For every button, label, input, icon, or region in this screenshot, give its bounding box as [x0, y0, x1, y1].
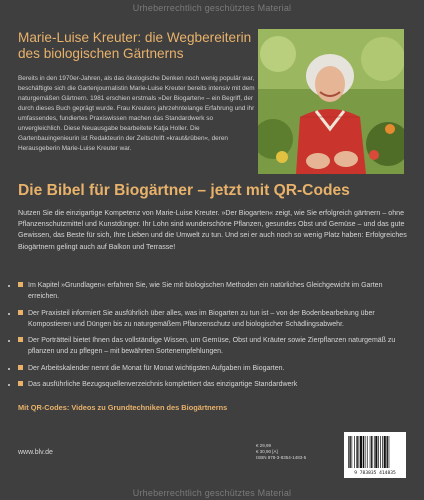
- bullet-square-icon: [18, 337, 23, 342]
- bullet-list: [18, 280, 411, 395]
- watermark-bottom: Urheberrechtlich geschütztes Material: [132, 488, 292, 498]
- list-item-text: Der Praxisteil informiert Sie ausführlich über alles, was im Biogarten zu tun ist – von der Bodenbearbeitung über Kompostieren und Düngen bis zu naturgemäßem Pflanzenschutz und biologischer Schädlingsabwehr.: [28, 309, 375, 328]
- price-de: € 29,99: [256, 443, 272, 448]
- list-item: [18, 335, 411, 358]
- bullet-square-icon: [18, 282, 23, 287]
- price-at: € 30,90 [A]: [256, 449, 278, 454]
- list-item: [18, 363, 411, 374]
- author-photo: [258, 29, 404, 174]
- barcode: [344, 432, 406, 478]
- author-intro-text: Bereits in den 1970er-Jahren, als das ökologische Denken noch wenig populär war, beschäftigte sich die Gartenjournalistin Marie-Luise Kreuter bereits intensiv mit dem naturgemäßen Gärtnern. 1981 erschien erstmals »Der Biogarten« – ein Begriff, der durch dieses Buch geprägt wurde. Frau Kreuters jahrzehntelange Erfahrung und ihr umfassendes, fundiertes Praxiswissen machen das Standardwerk so unvergleichlich. Diese Neuausgabe bearbeitete Katja Holler. Die Gartenbauingenieurin ist Redakteurin der Zeitschrift »kraut&rüben«, deren Herausgeberin Marie-Luise Kreuter war.: [18, 75, 255, 152]
- list-item: [18, 308, 411, 331]
- list-item-text: Im Kapitel »Grundlagen« erfahren Sie, wie Sie mit biologischen Methoden ein natürliches Gleichgewicht im Garten erreichen.: [28, 282, 383, 301]
- isbn-label: ISBN 978-3-8354-1483-5: [256, 455, 307, 460]
- barcode-icon: [344, 432, 406, 470]
- author-intro: [18, 30, 256, 154]
- bullet-square-icon: [18, 381, 23, 386]
- portrait-photo-icon: [258, 29, 404, 174]
- bullet-square-icon: [18, 310, 23, 315]
- publisher-url[interactable]: www.blv.de: [18, 449, 53, 456]
- list-item: [18, 379, 411, 390]
- barcode-number: 9 783835 414835: [354, 471, 396, 476]
- list-item-text: Der Porträtteil bietet Ihnen das vollständige Wissen, um Gemüse, Obst und Kräuter sowie Zierpflanzen naturgemäß zu pflanzen und zu pflegen – mit bewährten Sortenempfehlungen.: [28, 337, 396, 356]
- bullet-square-icon: [18, 365, 23, 370]
- list-item: [18, 280, 411, 303]
- watermark-top: Urheberrechtlich geschütztes Material: [132, 3, 292, 13]
- qr-code-note: Mit QR-Codes: Videos zu Grundtechniken des Biogärtnerns: [18, 403, 228, 412]
- list-item-text: Der Arbeitskalender nennt die Monat für Monat wichtigsten Aufgaben im Biogarten.: [28, 364, 285, 372]
- price-info: [256, 443, 306, 461]
- list-item-text: Das ausführliche Bezugsquellenverzeichnis komplettiert das einzigartige Standardwerk: [28, 381, 298, 389]
- author-headline: Marie-Luise Kreuter: die Wegbereiterin des biologischen Gärtnerns: [18, 30, 252, 61]
- main-title: Die Bibel für Biogärtner – jetzt mit QR-Codes: [18, 182, 350, 199]
- lead-paragraph: Nutzen Sie die einzigartige Kompetenz von Marie-Luise Kreuter. »Der Biogarten« zeigt, wie Sie erfolgreich gärtnern – ohne Pflanzenschutzmittel und Kunstdünger. Ihr Lohn sind wunderschöne Pflanzen, gesundes Obst und Gemüse – und das gute Gewissen, das Beste für sich, Ihre Lieben und die Umwelt zu tun. Und sei er auch noch so wenig Platz haben: Erfolgreiches Biogärtnern gelingt auch auf Balkon und Terrasse!: [18, 209, 407, 251]
